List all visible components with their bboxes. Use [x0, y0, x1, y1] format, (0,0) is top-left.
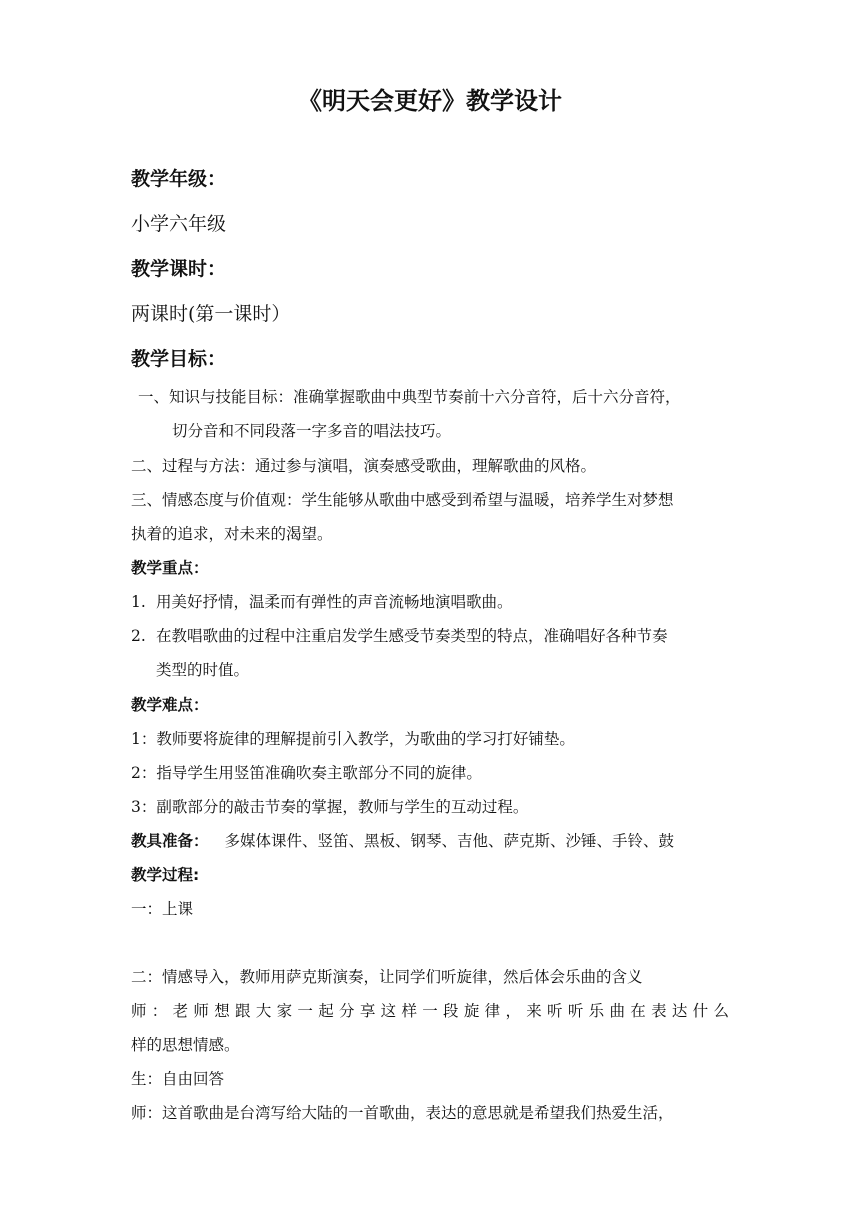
key-points-heading: 教学重点： — [131, 559, 209, 577]
teacher-line-1: 师：老师想跟大家一起分享这样一段旋律，来听听乐曲在表达什么 — [131, 1002, 729, 1020]
difficulty-2: 2：指导学生用竖笛准确吹奏主歌部分不同的旋律。 — [131, 764, 482, 782]
teacher-line-2: 师：这首歌曲是台湾写给大陆的一首歌曲，表达的意思就是希望我们热爱生活， — [131, 1104, 674, 1122]
key-point-number-1: 1. — [131, 593, 146, 611]
grade-heading: 教学年级： — [131, 168, 227, 190]
document-title: 《明天会更好》教学设计 — [298, 87, 562, 115]
difficulties-heading: 教学难点： — [131, 696, 209, 714]
student-answer: 生：自由回答 — [131, 1070, 225, 1088]
goal-item-3-line-2: 执着的追求，对未来的渴望。 — [131, 525, 333, 543]
hours-heading: 教学课时： — [131, 258, 227, 280]
difficulty-3: 3：副歌部分的敲击节奏的掌握，教师与学生的互动过程。 — [131, 798, 529, 816]
goal-item-1-line-1: 一、知识与技能目标：准确掌握歌曲中典型节奏前十六分音符，后十六分音符， — [138, 388, 681, 406]
process-step-2: 二：情感导入，教师用萨克斯演奏，让同学们听旋律，然后体会乐曲的含义 — [131, 968, 643, 986]
goals-heading: 教学目标： — [131, 348, 227, 370]
materials-line — [131, 830, 674, 852]
goal-item-2: 二、过程与方法：通过参与演唱，演奏感受歌曲，理解歌曲的风格。 — [131, 457, 597, 475]
process-heading: 教学过程: — [131, 866, 200, 884]
teacher-line-1-cont: 样的思想情感。 — [131, 1036, 240, 1054]
materials-heading: 教具准备： — [131, 832, 209, 850]
goal-item-1-line-2: 切分音和不同段落一字多音的唱法技巧。 — [172, 422, 452, 440]
grade-value: 小学六年级 — [131, 213, 227, 235]
key-point-2-line-2: 类型的时值。 — [156, 661, 250, 679]
key-point-2-line-1: 在教唱歌曲的过程中注重启发学生感受节奏类型的特点，准确唱好各种节奏 — [156, 627, 668, 645]
materials-value: 多媒体课件、竖笛、黑板、钢琴、吉他、萨克斯、沙锤、手铃、鼓 — [224, 832, 675, 850]
key-point-1: 用美好抒情，温柔而有弹性的声音流畅地演唱歌曲。 — [156, 593, 513, 611]
key-point-number-2: 2. — [131, 627, 146, 645]
difficulty-1: 1：教师要将旋律的理解提前引入教学，为歌曲的学习打好铺垫。 — [131, 730, 575, 748]
hours-value: 两课时(第一课时） — [131, 303, 291, 325]
process-step-1: 一：上课 — [131, 900, 194, 918]
goal-item-3-line-1: 三、情感态度与价值观：学生能够从歌曲中感受到希望与温暖，培养学生对梦想 — [131, 491, 674, 509]
